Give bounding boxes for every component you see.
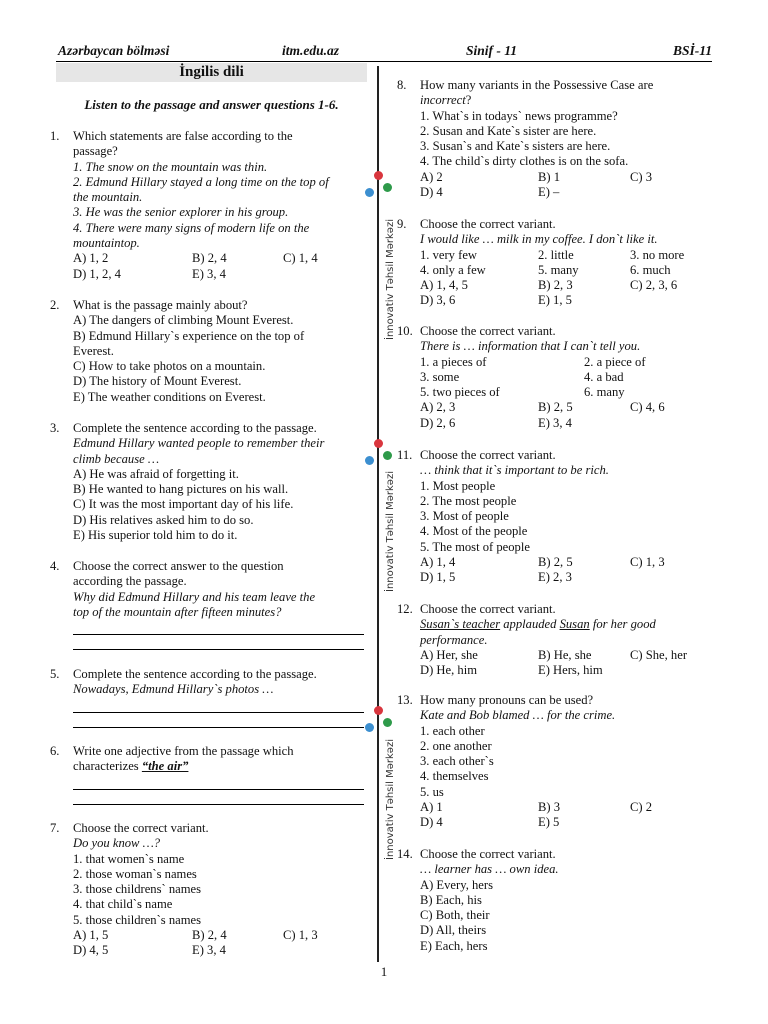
question-10: 10. Choose the correct variant. There is … information that I can`t tell you. 1. a pieces of 2. a piece of 3. some 4. a bad 5. two pieces of 6. many A) 2, 3 B) 2, 5 C) 4, 6 D) 2, 6 E) 3, 4 — [397, 324, 665, 430]
listening-instruction: Listen to the passage and answer questions 1-6. — [84, 97, 339, 112]
question-9: 9. Choose the correct variant. I would like … milk in my coffee. I don`t like it. 1. very few 2. little 3. no more 4. only a few 5. many 6. much A) 1, 4, 5 B) 2, 3 C) 2, 3, 6 D) 3, 6 E) 1, 5 — [397, 217, 685, 308]
option-a[interactable]: A) 1, 2 — [73, 251, 109, 266]
option-b[interactable]: B) 2, 5 — [538, 555, 573, 570]
red-dot-icon — [374, 439, 383, 448]
option-a[interactable]: A) Every, hers — [420, 877, 493, 892]
column-divider — [377, 66, 379, 962]
option-a[interactable]: A) Her, she — [420, 647, 478, 662]
option-c[interactable]: C) 2, 3, 6 — [630, 278, 678, 293]
question-11: 11. Choose the correct variant. … think that it`s important to be rich. 1. Most people 2. The most people 3. Most of people 4. Most of the people 5. The most of people A) 1, 4 B) 2, 5 C) 1, 3 D) 1, 5 E) 2, 3 — [397, 448, 665, 585]
option-d[interactable]: D) His relatives asked him to do so. — [73, 512, 254, 527]
option-c[interactable]: C) 1, 3 — [283, 928, 318, 943]
option-c[interactable]: C) 4, 6 — [630, 400, 665, 415]
watermark-logo: İnnovativ Təhsil Mərkəzi — [385, 739, 396, 860]
option-d[interactable]: D) All, theirs — [420, 923, 487, 938]
option-c[interactable]: C) 2 — [630, 800, 653, 815]
option-d[interactable]: D) 1, 2, 4 — [73, 266, 121, 281]
option-b[interactable]: B) 2, 5 — [538, 400, 573, 415]
answer-line[interactable] — [73, 790, 364, 805]
option-b[interactable]: B) 2, 3 — [538, 278, 573, 293]
answer-line[interactable] — [73, 698, 364, 713]
option-d[interactable]: D) The history of Mount Everest. — [73, 374, 242, 389]
option-b[interactable]: B) Edmund Hillary`s experience on the top of — [73, 328, 305, 343]
grade-label: Sinif - 11 — [466, 43, 518, 58]
red-dot-icon — [374, 706, 383, 715]
question-4: 4. Choose the correct answer to the question according the passage. Why did Edmund Hillary and his team leave the top of the mountain after fifteen minutes? — [50, 559, 370, 650]
page-number: 1 — [380, 964, 388, 979]
option-a[interactable]: A) 2, 3 — [420, 400, 456, 415]
option-d[interactable]: D) 2, 6 — [420, 415, 456, 430]
option-b[interactable]: B) He wanted to hang pictures on his wall. — [73, 482, 289, 497]
option-e[interactable]: E) 3, 4 — [538, 415, 572, 430]
option-e[interactable]: E) Each, hers — [420, 938, 488, 953]
option-e[interactable]: E) The weather conditions on Everest. — [73, 389, 266, 404]
option-b[interactable]: B) 2, 4 — [192, 928, 227, 943]
option-b[interactable]: B) He, she — [538, 647, 592, 662]
site-url: itm.edu.az — [282, 43, 340, 58]
option-c[interactable]: C) It was the most important day of his life. — [73, 497, 294, 512]
option-d[interactable]: D) 4, 5 — [73, 943, 109, 958]
answer-line[interactable] — [73, 635, 364, 650]
option-b[interactable]: B) 3 — [538, 800, 561, 815]
option-e[interactable]: E) 5 — [538, 815, 560, 830]
question-7: 7. Choose the correct variant. Do you know …? 1. that women`s name 2. those woman`s names 3. those childrens` names 4. that child`s name 5. those children`s names A) 1, 5 B) 2, 4 C) 1, 3 D) 4, 5 E) 3, 4 — [50, 821, 318, 958]
option-d[interactable]: D) He, him — [420, 663, 478, 678]
option-e[interactable]: E) 1, 5 — [538, 293, 572, 308]
option-c[interactable]: C) 3 — [630, 169, 653, 184]
option-b[interactable]: B) 1 — [538, 169, 561, 184]
header-rule — [56, 61, 712, 62]
option-c[interactable]: C) She, her — [630, 647, 688, 662]
question-13: 13. How many pronouns can be used? Kate and Bob blamed … for the crime. 1. each other 2. one another 3. each other`s 4. themselves 5. us A) 1 B) 3 C) 2 D) 4 E) 5 — [397, 693, 653, 830]
section-name: Azərbaycan bölməsi — [58, 43, 170, 58]
option-e[interactable]: E) 3, 4 — [192, 266, 226, 281]
option-a[interactable]: A) 1, 4 — [420, 555, 456, 570]
option-c[interactable]: C) How to take photos on a mountain. — [73, 359, 266, 374]
option-c[interactable]: C) Both, their — [420, 908, 490, 923]
option-e[interactable]: E) 3, 4 — [192, 943, 226, 958]
answer-line[interactable] — [73, 775, 364, 790]
question-12: 12. Choose the correct variant. Susan`s teacher applauded Susan for her good performance. A) Her, she B) He, she C) She, her D) He, him E) Hers, him — [397, 602, 688, 678]
option-e[interactable]: E) His superior told him to do it. — [73, 528, 238, 543]
emphasized-phrase: “the air” — [141, 759, 189, 774]
option-a[interactable]: A) He was afraid of forgetting it. — [73, 466, 239, 481]
watermark-logo: İnnovativ Təhsil Mərkəzi — [385, 471, 396, 592]
test-code: BSİ-11 — [672, 43, 712, 58]
option-e[interactable]: E) – — [538, 185, 560, 200]
option-d[interactable]: D) 4 — [420, 815, 443, 830]
question-1: 1. Which statements are false according to the passage? 1. The snow on the mountain was thin. 2. Edmund Hillary stayed a long time on the top of the mountain. 3. He was the senior explorer in his group. 4. There were many signs of modern life on the mountaintop. A) 1, 2 B) 2, 4 C) 1, 4 D) 1, 2, 4 E) 3, 4 — [50, 129, 329, 281]
option-d[interactable]: D) 3, 6 — [420, 293, 456, 308]
question-3: 3. Complete the sentence according to the passage. Edmund Hillary wanted people to remember their climb because … A) He was afraid of forgetting it. B) He wanted to hang pictures on his wall. C) It was the most important day of his life. D) His relatives asked him to do so. E) His superior told him to do it. — [50, 421, 325, 543]
subject-title: İngilis dili — [56, 63, 367, 82]
question-14: 14. Choose the correct variant. … learner has … own idea. A) Every, hers B) Each, his C) Both, their D) All, theirs E) Each, hers — [397, 847, 559, 953]
answer-line[interactable] — [73, 713, 364, 728]
option-d[interactable]: D) 4 — [420, 185, 443, 200]
option-a[interactable]: A) 1, 5 — [73, 928, 109, 943]
option-c[interactable]: C) 1, 4 — [283, 251, 318, 266]
option-c[interactable]: C) 1, 3 — [630, 555, 665, 570]
page-header — [56, 43, 712, 61]
question-8: 8. How many variants in the Possessive Case are incorrect? 1. What`s in todays` news programme? 2. Susan and Kate`s sister are here. 3. Susan`s and Kate`s sisters are here. 4. The child`s dirty clothes is on the sofa. A) 2 B) 1 C) 3 D) 4 E) – — [397, 78, 654, 200]
answer-line[interactable] — [73, 620, 364, 635]
watermark-logo: İnnovativ Təhsil Mərkəzi — [385, 219, 396, 340]
question-5: 5. Complete the sentence according to the passage. Nowadays, Edmund Hillary`s photos … — [50, 667, 370, 728]
option-a[interactable]: A) 1 — [420, 800, 443, 815]
option-e[interactable]: E) Hers, him — [538, 663, 603, 678]
red-dot-icon — [374, 171, 383, 180]
option-e[interactable]: E) 2, 3 — [538, 570, 572, 585]
option-b[interactable]: B) Each, his — [420, 892, 482, 907]
option-a[interactable]: A) The dangers of climbing Mount Everest. — [73, 313, 294, 328]
option-b[interactable]: B) 2, 4 — [192, 251, 227, 266]
option-d[interactable]: D) 1, 5 — [420, 570, 456, 585]
question-2: 2. What is the passage mainly about? A) The dangers of climbing Mount Everest. B) Edmund Hillary`s experience on the top of Everest. C) How to take photos on a mountain. D) The history of Mount Everest. E) The weather conditions on Everest. — [50, 298, 305, 404]
option-a[interactable]: A) 1, 4, 5 — [420, 278, 468, 293]
question-6: 6. Write one adjective from the passage which characterizes “the air” — [50, 744, 370, 805]
option-a[interactable]: A) 2 — [420, 169, 443, 184]
